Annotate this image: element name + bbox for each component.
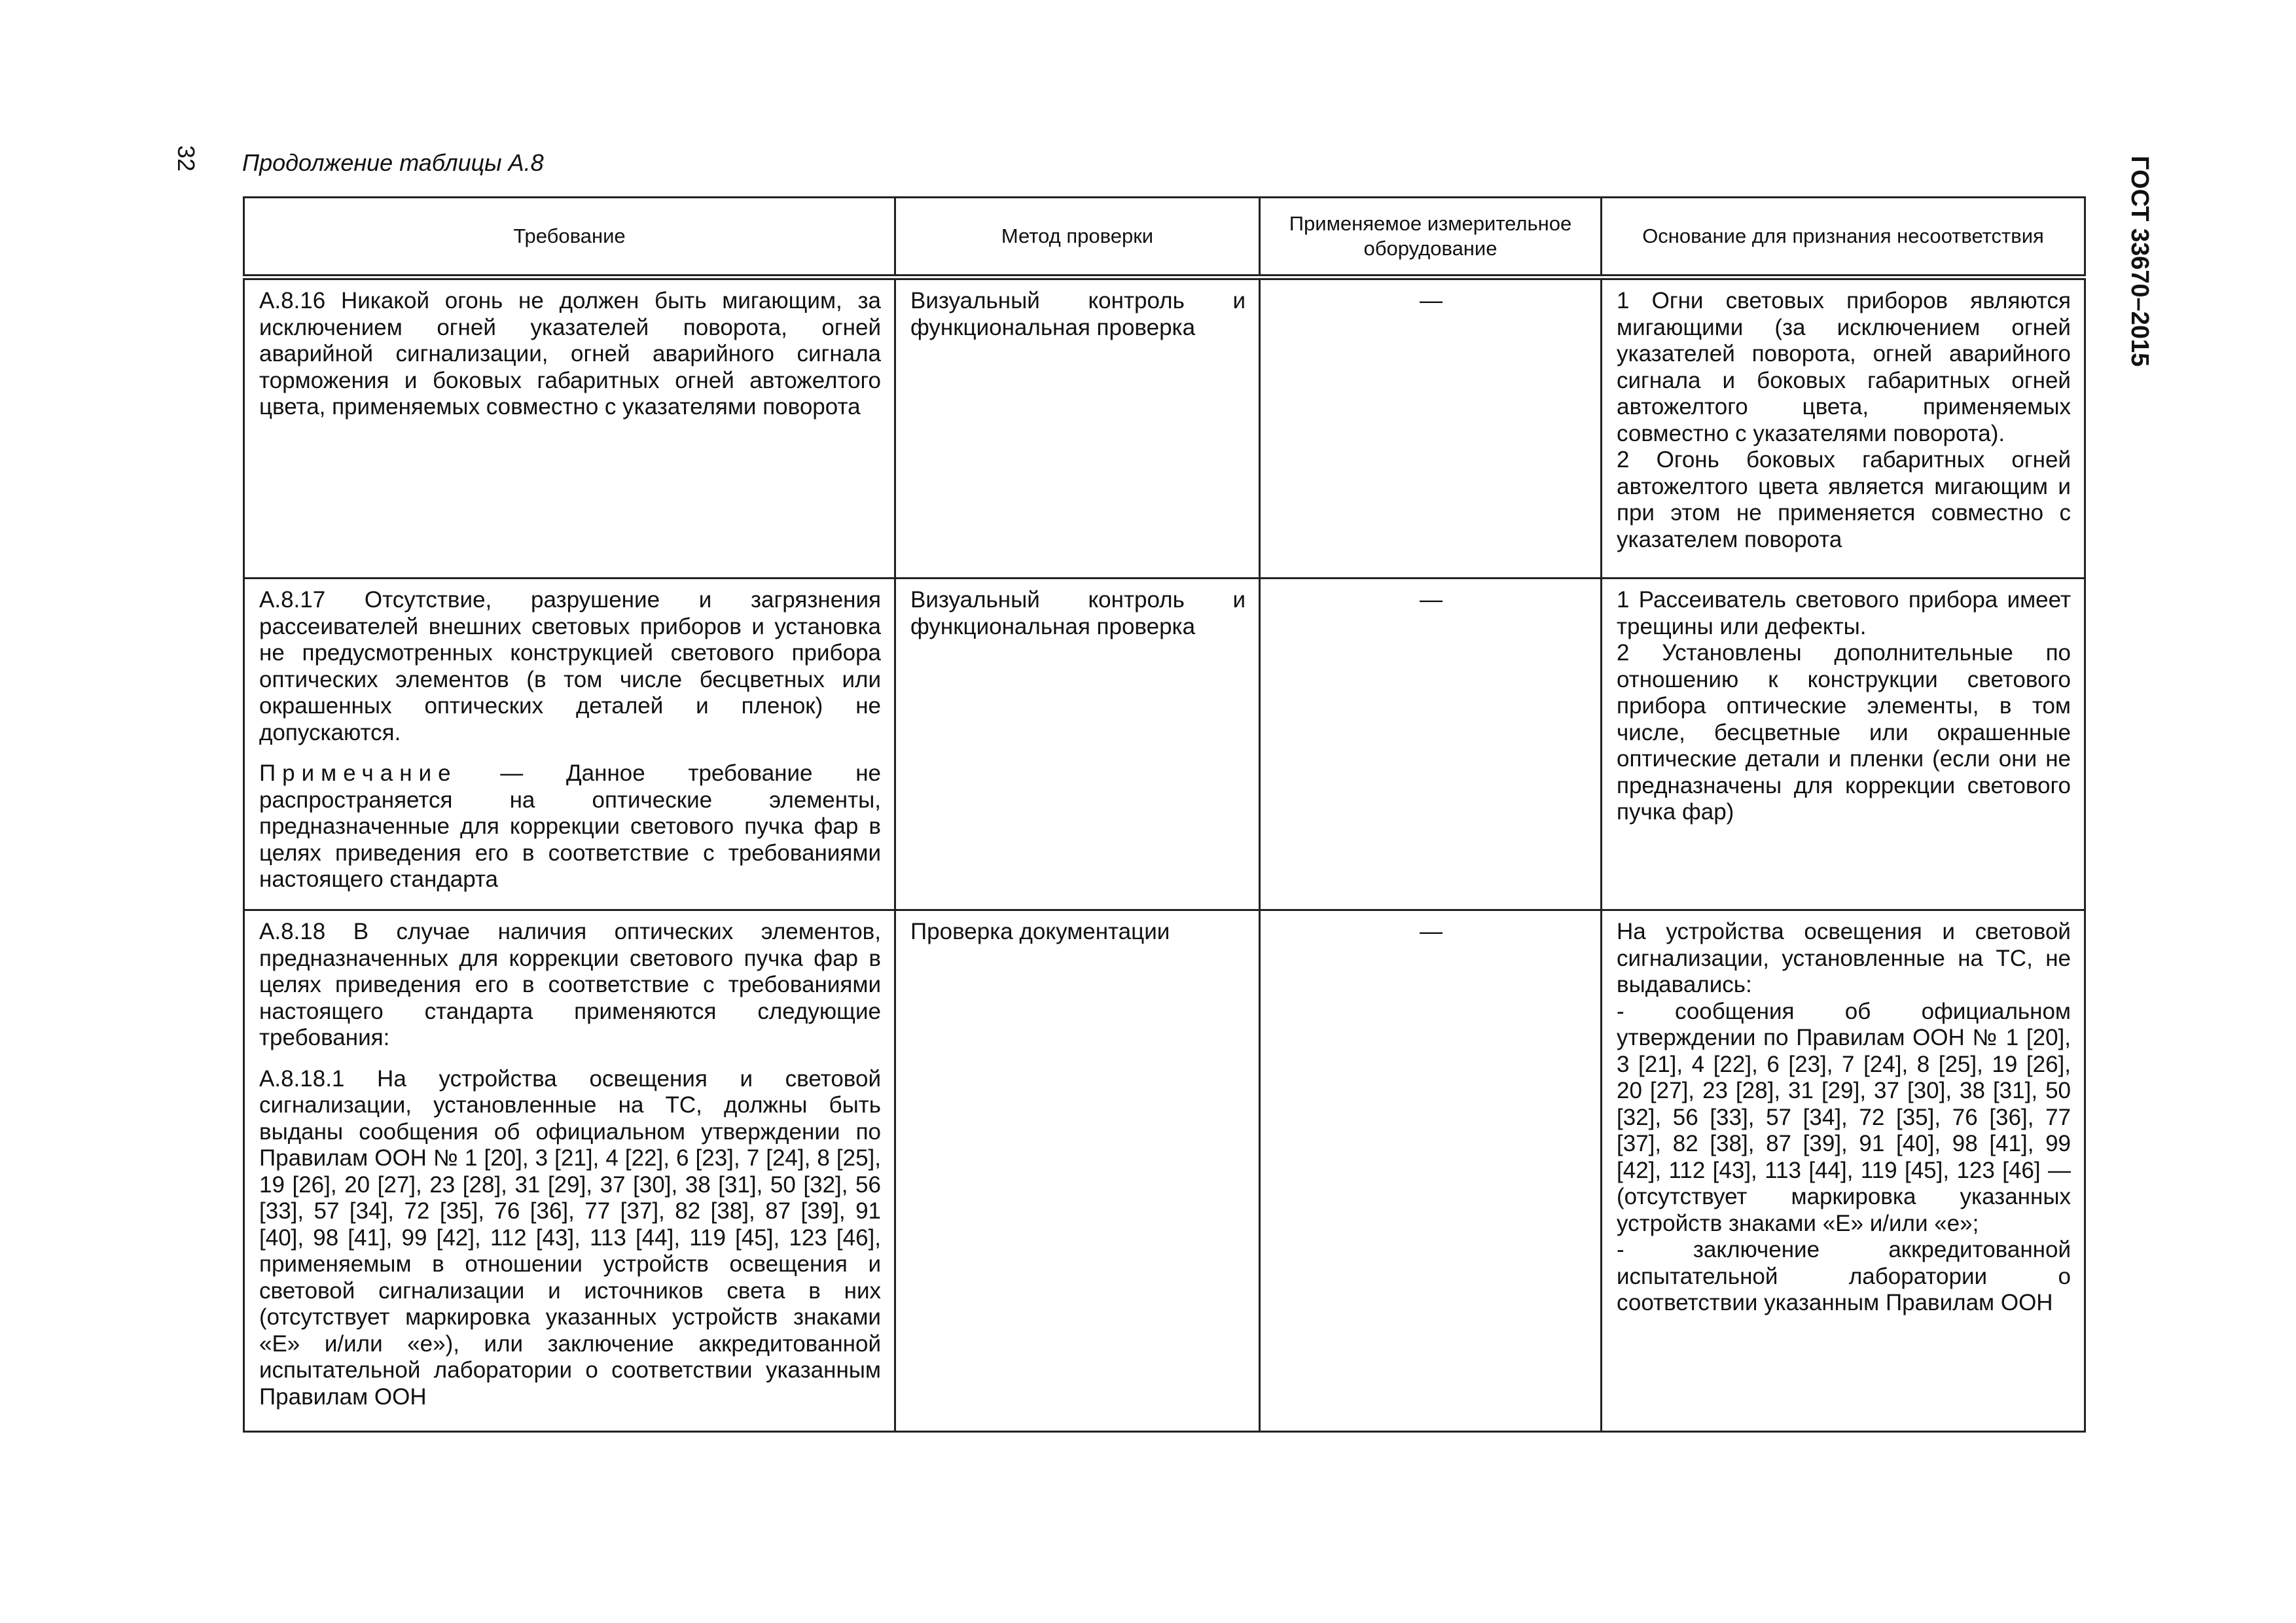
cell-method	[895, 910, 1260, 1432]
basis-line: На устройства освещения и световой сигнализации, установленные на ТС, не выдавались:	[1617, 919, 2071, 997]
table-header-row	[244, 198, 2085, 277]
basis-line: 1 Огни световых приборов являются мигающими (за исключением огней указателей поворота, огней аварийного сигнала и боковых габаритных огней автожелтого цвета, применяемых совместно с указателями поворота).	[1617, 288, 2071, 446]
cell-basis	[1602, 277, 2085, 579]
column-header-equipment: Применяемое измерительное оборудование	[1260, 198, 1602, 277]
cell-equipment: —	[1260, 579, 1602, 910]
method-text: Визуальный контроль и функциональная проверка	[910, 587, 1246, 639]
cell-equipment: —	[1260, 277, 1602, 579]
requirement-text: А.8.16 Никакой огонь не должен быть мигающим, за исключением огней указателей поворота, огней аварийной сигнализации, огней аварийного сигнала торможения и боковых габаритных огней автожелтого цвета, применяемых совместно с указателями поворота	[259, 288, 881, 419]
note-label: Примечание	[259, 760, 457, 786]
basis-line: - сообщения об официальном утверждении по Правилам ООН № 1 [20], 3 [21], 4 [22], 6 [23], 7 [24], 8 [25], 19 [26], 20 [27], 23 [28], 31 [29], 37 [30], 38 [31], 50 [32], 56 [33], 57 [34], 72 [35], 76 [36], 77 [37], 82 [38], 87 [39], 91 [40], 98 [41], 99 [42], 112 [43], 113 [44], 119 [45], 123 [46] — (отсутствует маркировка указанных устройств знаками «Е» и/или «е»;	[1617, 998, 2071, 1236]
basis-line: - заключение аккредитованной испытательной лаборатории о соответствии указанным Правилам ООН	[1617, 1237, 2071, 1315]
note-text: — Данное требование не распространяется на оптические элементы, предназначенные для коррекции светового пучка фар в целях приведения его в соответствие с требованиями настоящего стандарта	[259, 760, 881, 892]
basis-line: 2 Огонь боковых габаритных огней автожелтого цвета является мигающим и при этом не применяется совместно с указателем поворота	[1617, 447, 2071, 552]
page-number: 32	[173, 145, 200, 172]
basis-line: 2 Установлены дополнительные по отношению к конструкции светового прибора оптические элементы, в том числе, бесцветные или окрашенные оптические детали и пленки (если они не предназначены для коррекции светового пучка фар)	[1617, 640, 2071, 825]
method-text: Визуальный контроль и функциональная проверка	[910, 288, 1246, 340]
cell-requirement	[244, 277, 895, 579]
requirement-text: А.8.18 В случае наличия оптических элементов, предназначенных для коррекции светового пучка фар в целях приведения его в соответствие с требованиями настоящего стандарта применяются следующие требования:	[259, 919, 881, 1050]
column-header-method: Метод проверки	[895, 198, 1260, 277]
cell-equipment: —	[1260, 910, 1602, 1432]
cell-basis	[1602, 910, 2085, 1432]
requirement-note	[259, 760, 881, 893]
table-row-a817	[244, 579, 2085, 910]
table-row-a816	[244, 277, 2085, 579]
basis-line: 1 Рассеиватель светового прибора имеет трещины или дефекты.	[1617, 587, 2071, 639]
cell-requirement	[244, 579, 895, 910]
method-text: Проверка документации	[910, 919, 1170, 944]
requirements-table	[243, 196, 2086, 1433]
cell-requirement	[244, 910, 895, 1432]
cell-method	[895, 277, 1260, 579]
column-header-basis: Основание для признания несоответствия	[1602, 198, 2085, 277]
standard-identifier: ГОСТ 33670–2015	[2126, 156, 2153, 367]
cell-basis	[1602, 579, 2085, 910]
requirement-subclause: А.8.18.1 На устройства освещения и световой сигнализации, установленные на ТС, должны быть выданы сообщения об официальном утверждении по Правилам ООН № 1 [20], 3 [21], 4 [22], 6 [23], 7 [24], 8 [25], 19 [26], 20 [27], 23 [28], 31 [29], 37 [30], 38 [31], 50 [32], 56 [33], 57 [34], 72 [35], 76 [36], 77 [37], 82 [38], 87 [39], 91 [40], 98 [41], 99 [42], 112 [43], 113 [44], 119 [45], 123 [46], применяемым в отношении устройств освещения и световой сигнализации и источников света в них (отсутствует маркировка указанных устройств знаками «Е» и/или «е»), или заключение аккредитованной испытательной лаборатории о соответствии указанным Правилам ООН	[259, 1065, 881, 1410]
table-row-a818	[244, 910, 2085, 1432]
column-header-requirement: Требование	[244, 198, 895, 277]
requirement-text: А.8.17 Отсутствие, разрушение и загрязнения рассеивателей внешних световых приборов и установка не предусмотренных конструкцией светового прибора оптических элементов (в том числе бесцветных или окрашенных оптических деталей и пленок) не допускаются.	[259, 587, 881, 745]
cell-method	[895, 579, 1260, 910]
table-continuation-caption: Продолжение таблицы А.8	[242, 149, 544, 176]
